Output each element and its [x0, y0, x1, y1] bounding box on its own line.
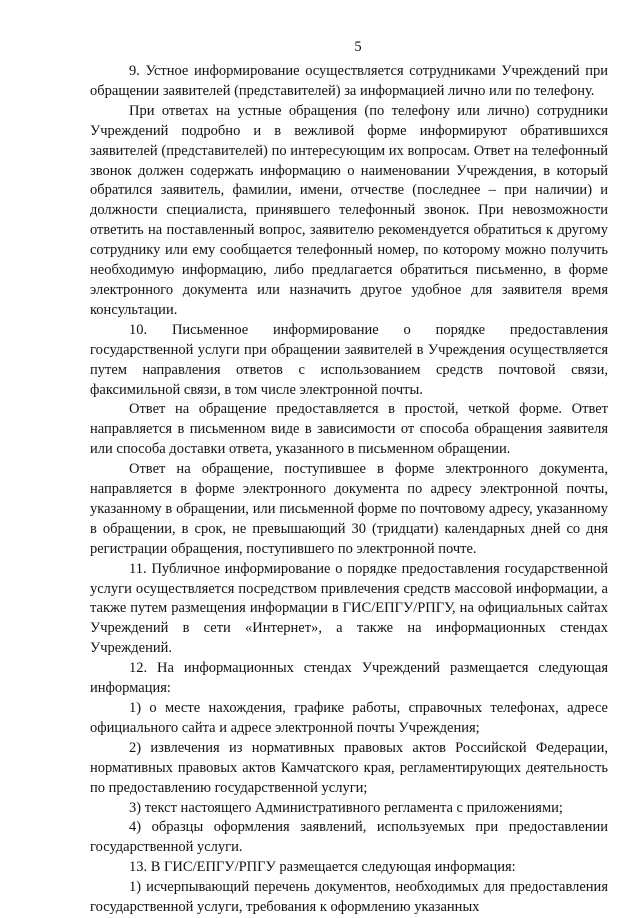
list-item-12-4: 4) образцы оформления заявлений, используемых при предоставлении государственной услуги. [90, 819, 608, 856]
paragraph-answer-form: Ответ на обращение предоставляется в простой, четкой форме. Ответ направляется в письменном виде в зависимости от способа обращения заявителя или способа доставки ответа, указанного в письменном обращении. [90, 401, 608, 458]
paragraph-electronic-answer: Ответ на обращение, поступившее в форме электронного документа, направляется в форме электронного документа по адресу электронной почты, указанному в обращении, или письменной форме по почтовому адресу, указанному в обращении, в срок, не превышающий 30 (тридцати) календарных дней со дня регистрации обращения, поступившего по электронной почте. [90, 461, 608, 557]
paragraph-item-10: 10. Письменное информирование о порядке предоставления государственной услуги при обращении заявителей в Учреждения осуществляется путем направления ответов с использованием средств почтовой связи, факсимильной связи, в том числе электронной почты. [90, 321, 608, 398]
list-item-13-1: 1) исчерпывающий перечень документов, необходимых для предоставления государственной услуги, требования к оформлению указанных [90, 879, 608, 916]
paragraph-item-13: 13. В ГИС/ЕПГУ/РПГУ размещается следующая информация: [129, 859, 516, 876]
paragraph-item-11: 11. Публичное информирование о порядке предоставления государственной услуги осуществляется посредством привлечения средств массовой информации, а также путем размещения информации в ГИС/ЕПГУ/РПГУ, на официальных сайтах Учреждений в сети «Интернет», а также на информационных стендах Учреждений. [90, 560, 608, 657]
list-item-12-2: 2) извлечения из нормативных правовых актов Российской Федерации, нормативных правовых актов Камчатского края, регламентирующих деятельность по предоставлению государственной услуги; [90, 739, 608, 796]
page-number: 5 [354, 39, 362, 55]
list-item-12-1: 1) о месте нахождения, графике работы, справочных телефонах, адресе официального сайта и адресе электронной почты Учреждения; [90, 700, 608, 736]
paragraph-item-9: 9. Устное информирование осуществляется сотрудниками Учреждений при обращении заявителей (представителей) за информацией лично или по телефону. [90, 63, 608, 99]
list-item-12-3: 3) текст настоящего Административного регламента с приложениями; [129, 799, 563, 816]
paragraph-item-12: 12. На информационных стендах Учреждений размещается следующая информация: [90, 660, 608, 697]
paragraph-oral-answers: При ответах на устные обращения (по телефону или лично) сотрудники Учреждений подробно и в вежливой форме информируют обратившихся заявителей (представителей) по интересующим их вопросам. Ответ на телефонный звонок должен содержать информацию о наименовании Учреждения, в который обратился заявитель, фамилии, имени, отчестве (последнее – при наличии) и должности специалиста, принявшего телефонный звонок. При невозможности ответить на поставленный вопрос, заявителю рекомендуется обратиться к другому сотруднику или ему сообщается телефонный номер, по которому можно получить необходимую информацию, либо предлагается обратиться письменно, в форме электронного документа или назначить другое удобное для заявителя время консультации. [90, 102, 608, 318]
